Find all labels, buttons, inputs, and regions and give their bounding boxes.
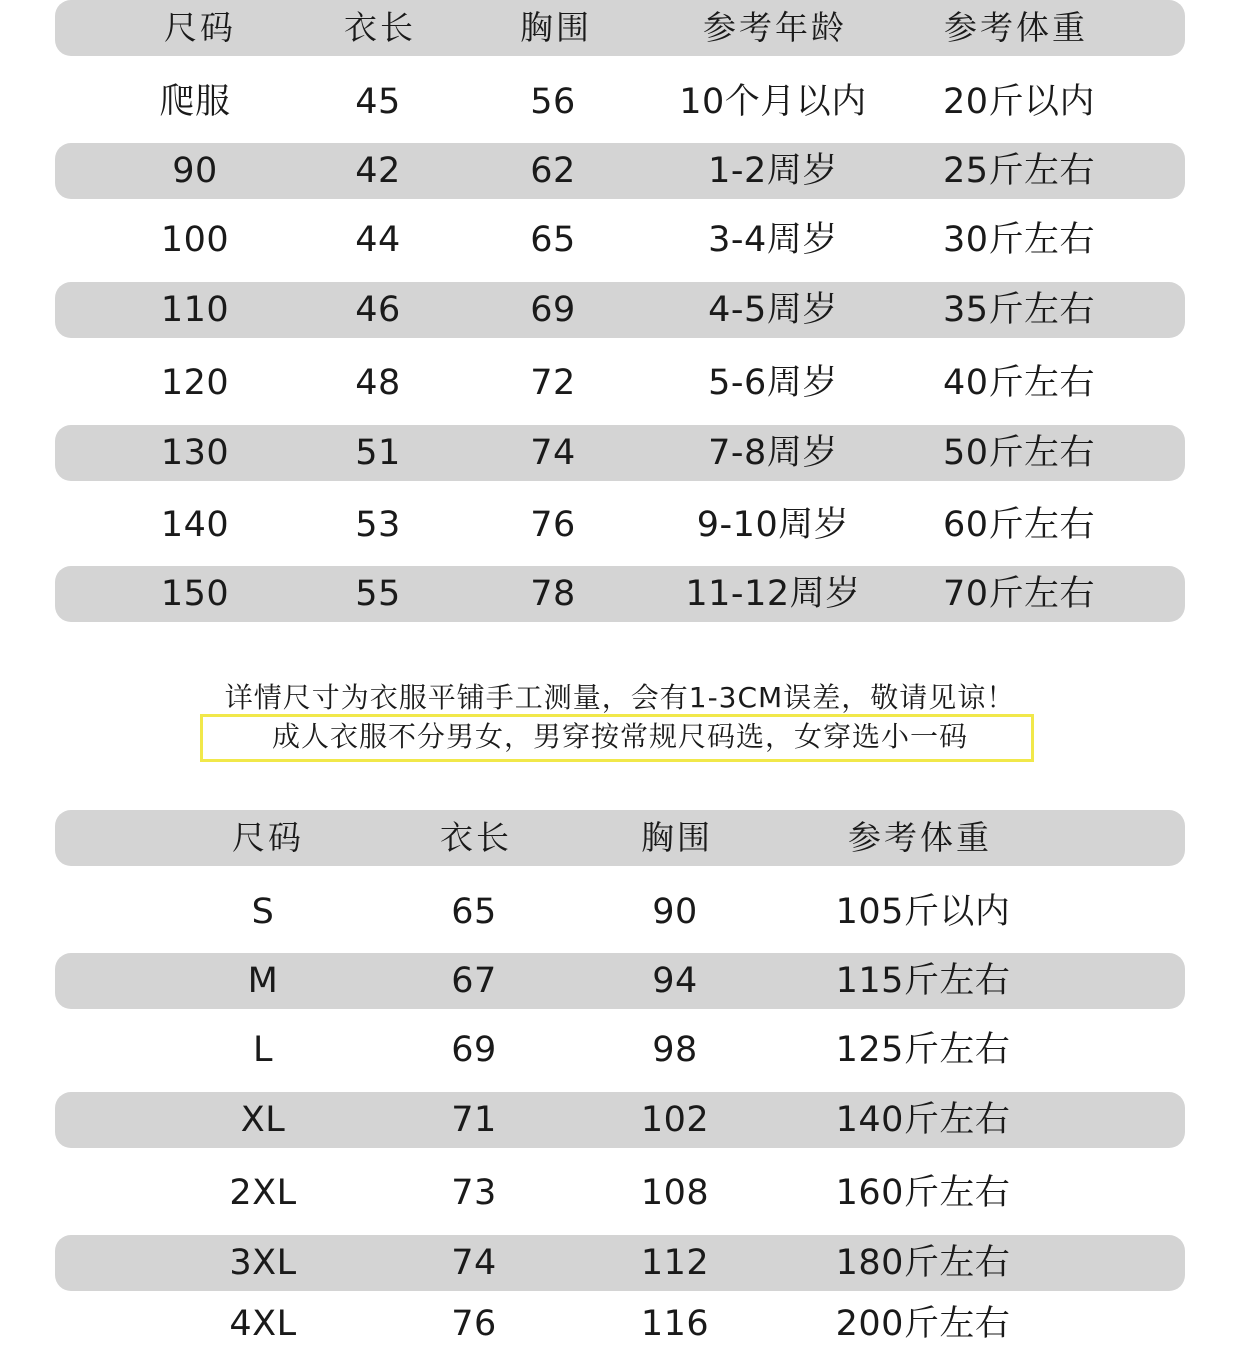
- length-cell: 51: [355, 433, 401, 473]
- chest-cell: 116: [640, 1304, 710, 1344]
- table-row: [0, 1165, 1240, 1221]
- chest-cell: 102: [640, 1100, 710, 1140]
- weight-cell: 30斤左右: [942, 220, 1096, 260]
- age-cell: 9-10周岁: [696, 505, 850, 545]
- weight-cell: 200斤左右: [835, 1304, 1011, 1344]
- size-cell: 110: [160, 290, 230, 330]
- table-row: [0, 212, 1240, 268]
- weight-cell: 125斤左右: [835, 1030, 1011, 1070]
- table-row: [0, 953, 1240, 1009]
- age-cell: 10个月以内: [679, 82, 867, 122]
- weight-cell: 40斤左右: [942, 363, 1096, 403]
- size-cell: M: [247, 961, 279, 1001]
- age-cell: 4-5周岁: [708, 290, 838, 330]
- length-cell: 46: [355, 290, 401, 330]
- kids-header-age: 参考年龄: [703, 8, 847, 47]
- length-cell: 53: [355, 505, 401, 545]
- chest-cell: 90: [652, 892, 698, 932]
- adult-tip-note: 成人衣服不分男女，男穿按常规尺码选，女穿选小一码: [271, 720, 968, 753]
- chest-cell: 74: [530, 433, 576, 473]
- size-cell: 2XL: [229, 1173, 297, 1213]
- adult-table-header: [0, 810, 1240, 866]
- size-cell: 150: [160, 574, 230, 614]
- table-row: [0, 1235, 1240, 1291]
- chest-cell: 72: [530, 363, 576, 403]
- length-cell: 76: [451, 1304, 497, 1344]
- length-cell: 73: [451, 1173, 497, 1213]
- kids-header-weight: 参考体重: [944, 8, 1088, 47]
- chest-cell: 98: [652, 1030, 698, 1070]
- table-row: [0, 1296, 1240, 1352]
- chest-cell: 108: [640, 1173, 710, 1213]
- length-cell: 69: [451, 1030, 497, 1070]
- adult-header-length: 衣长: [440, 818, 512, 857]
- measurement-note: 详情尺寸为衣服平铺手工测量，会有1-3CM误差，敬请见谅！: [224, 681, 1016, 714]
- adult-header-chest: 胸围: [641, 818, 713, 857]
- kids-table-header: [0, 0, 1240, 56]
- table-row: [0, 1022, 1240, 1078]
- weight-cell: 70斤左右: [942, 574, 1096, 614]
- table-row: [0, 143, 1240, 199]
- table-row: [0, 282, 1240, 338]
- size-cell: 4XL: [229, 1304, 297, 1344]
- weight-cell: 115斤左右: [835, 961, 1011, 1001]
- table-row: [0, 425, 1240, 481]
- age-cell: 1-2周岁: [708, 151, 838, 191]
- weight-cell: 105斤以内: [835, 892, 1011, 932]
- chest-cell: 56: [530, 82, 576, 122]
- table-row: [0, 1092, 1240, 1148]
- size-cell: L: [253, 1030, 273, 1070]
- kids-header-chest: 胸围: [520, 8, 592, 47]
- size-cell: 90: [172, 151, 218, 191]
- length-cell: 44: [355, 220, 401, 260]
- chest-cell: 76: [530, 505, 576, 545]
- chest-cell: 62: [530, 151, 576, 191]
- size-cell: 100: [160, 220, 230, 260]
- chest-cell: 94: [652, 961, 698, 1001]
- weight-cell: 35斤左右: [942, 290, 1096, 330]
- table-row: [0, 74, 1240, 130]
- adult-header-size: 尺码: [232, 818, 304, 857]
- size-cell: 3XL: [229, 1243, 297, 1283]
- size-cell: S: [251, 892, 275, 932]
- table-row: [0, 497, 1240, 553]
- length-cell: 71: [451, 1100, 497, 1140]
- chest-cell: 112: [640, 1243, 710, 1283]
- kids-header-size: 尺码: [164, 8, 236, 47]
- weight-cell: 180斤左右: [835, 1243, 1011, 1283]
- length-cell: 55: [355, 574, 401, 614]
- length-cell: 42: [355, 151, 401, 191]
- weight-cell: 20斤以内: [942, 82, 1096, 122]
- weight-cell: 140斤左右: [835, 1100, 1011, 1140]
- size-cell: 120: [160, 363, 230, 403]
- chest-cell: 69: [530, 290, 576, 330]
- length-cell: 65: [451, 892, 497, 932]
- weight-cell: 60斤左右: [942, 505, 1096, 545]
- size-cell: XL: [240, 1100, 286, 1140]
- table-row: [0, 566, 1240, 622]
- age-cell: 5-6周岁: [708, 363, 838, 403]
- chest-cell: 78: [530, 574, 576, 614]
- adult-header-weight: 参考体重: [848, 818, 992, 857]
- age-cell: 3-4周岁: [708, 220, 838, 260]
- length-cell: 74: [451, 1243, 497, 1283]
- table-row: [0, 355, 1240, 411]
- weight-cell: 50斤左右: [942, 433, 1096, 473]
- length-cell: 67: [451, 961, 497, 1001]
- length-cell: 45: [355, 82, 401, 122]
- age-cell: 7-8周岁: [708, 433, 838, 473]
- chest-cell: 65: [530, 220, 576, 260]
- size-cell: 130: [160, 433, 230, 473]
- length-cell: 48: [355, 363, 401, 403]
- weight-cell: 25斤左右: [942, 151, 1096, 191]
- kids-header-length: 衣长: [344, 8, 416, 47]
- size-cell: 爬服: [159, 82, 231, 122]
- age-cell: 11-12周岁: [685, 574, 861, 614]
- weight-cell: 160斤左右: [835, 1173, 1011, 1213]
- size-cell: 140: [160, 505, 230, 545]
- table-row: [0, 884, 1240, 940]
